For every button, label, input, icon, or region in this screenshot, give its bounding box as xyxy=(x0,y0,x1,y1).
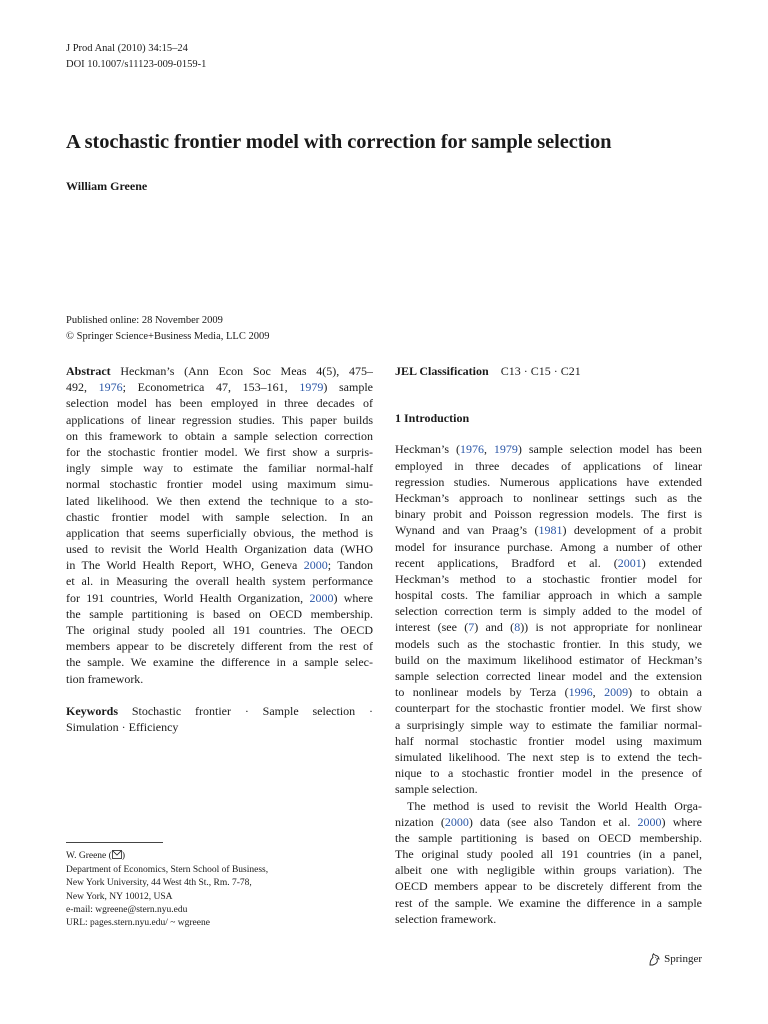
text-line xyxy=(66,460,373,476)
publication-info xyxy=(66,313,269,345)
footnote-department: Department of Economics, Stern School of Business, xyxy=(66,865,269,876)
footnote-address-2: New York, NY 10012, USA xyxy=(66,891,173,902)
text-run: for 191 countries, World Health Organization, xyxy=(66,590,310,605)
text-run: selection model has been employed in three decades of xyxy=(66,396,373,411)
text-run: application that seems superficially obvious, the method is xyxy=(66,525,373,540)
text-run: in The World Health Report, WHO, Geneva xyxy=(66,558,304,573)
text-run: a surprisingly simple way to estimate the familiar normal- xyxy=(395,717,702,732)
text-line xyxy=(395,878,702,894)
text-run: recent applications, Bradford et al. ( xyxy=(395,555,618,570)
text-line xyxy=(395,522,702,538)
text-run: regression studies. Numerous applications have extended xyxy=(395,474,702,489)
text-line xyxy=(395,587,702,603)
text-run: The original study pooled all 191 countries (in a panel, xyxy=(395,847,702,862)
text-line xyxy=(395,490,702,506)
citation-link[interactable]: 2000 xyxy=(444,814,469,829)
text-run: normal stochastic frontier model using maximum simu- xyxy=(66,477,373,492)
text-line xyxy=(66,573,373,589)
text-line xyxy=(395,846,702,862)
author-footnote xyxy=(66,850,268,930)
text-run: on this framework to obtain a sample selection correction xyxy=(66,428,373,443)
text-run: , xyxy=(592,685,605,700)
text-line xyxy=(66,606,373,622)
text-run: the sample partitioning is based on OECD membership. xyxy=(66,606,373,621)
jel-label: JEL Classification xyxy=(395,364,489,378)
springer-horse-icon xyxy=(647,952,661,966)
footnote-divider xyxy=(66,842,163,843)
published-online-date: Published online: 28 November 2009 xyxy=(66,315,223,326)
text-line xyxy=(66,654,373,670)
jel-codes: C13 · C15 · C21 xyxy=(500,364,581,378)
abstract xyxy=(66,363,373,687)
text-line xyxy=(66,428,373,444)
citation-link[interactable]: 1979 xyxy=(493,442,518,457)
text-line xyxy=(395,781,702,797)
text-line xyxy=(395,684,702,700)
introduction-paragraph-1 xyxy=(395,441,702,797)
text-line xyxy=(66,444,373,460)
text-run: tion framework. xyxy=(66,671,144,686)
citation-link[interactable]: 2001 xyxy=(617,555,642,570)
text-run: the sample partitioning is based on OECD membership. xyxy=(395,830,702,845)
text-run: ) sample selection model has been xyxy=(517,442,702,457)
text-run: half normal stochastic frontier model using maximum xyxy=(395,733,702,748)
text-line xyxy=(395,895,702,911)
text-line xyxy=(66,493,373,509)
jel-classification xyxy=(395,363,702,379)
author-name: William Greene xyxy=(66,179,148,193)
citation-link[interactable]: 8 xyxy=(514,620,521,635)
text-run: 492, xyxy=(66,380,99,395)
publisher-name: Springer xyxy=(664,953,702,965)
journal-citation: J Prod Anal (2010) 34:15–24 xyxy=(66,43,188,54)
text-run: sample selection. xyxy=(395,782,478,797)
text-run: )) is not appropriate for nonlinear xyxy=(520,620,702,635)
text-line xyxy=(395,441,702,457)
text-line xyxy=(66,622,373,638)
keywords-label: Keywords xyxy=(66,703,118,718)
citation-link[interactable]: 1976 xyxy=(98,380,123,395)
citation-link[interactable]: 1996 xyxy=(568,685,593,700)
text-run: applications of linear regression studies. This paper builds xyxy=(66,412,373,427)
text-run: selection framework. xyxy=(395,911,497,926)
text-line xyxy=(395,571,702,587)
footnote-address-1: New York University, 44 West 4th St., Rm. 7-78, xyxy=(66,878,252,889)
text-run: ) development of a probit xyxy=(562,523,702,538)
text-line xyxy=(395,619,702,635)
text-run: the sample. We examine the difference in a sample selec- xyxy=(66,655,373,670)
citation-link[interactable]: 2000 xyxy=(303,558,328,573)
citation-link[interactable]: 1976 xyxy=(459,442,484,457)
text-run: for the stochastic frontier model. We first show a surpris- xyxy=(66,444,373,459)
text-run: model for insurance purchase. Among a number of other xyxy=(395,539,702,554)
text-line xyxy=(395,668,702,684)
text-line xyxy=(66,557,373,573)
text-run: ) where xyxy=(661,814,702,829)
text-line xyxy=(66,509,373,525)
paper-title: A stochastic frontier model with correction for sample selection xyxy=(66,131,612,153)
keywords-line-1: Stochastic frontier · Sample selection · xyxy=(118,703,373,718)
citation-link[interactable]: 7 xyxy=(468,620,475,635)
text-line xyxy=(395,506,702,522)
publisher-logo xyxy=(647,952,702,966)
footnote-url[interactable]: URL: pages.stern.nyu.edu/ ~ wgreene xyxy=(66,918,210,929)
text-run: ; Econometrica 47, 153–161, xyxy=(122,380,300,395)
text-line xyxy=(395,555,702,571)
text-line xyxy=(395,814,702,830)
text-line xyxy=(395,765,702,781)
text-line xyxy=(395,911,702,927)
text-line xyxy=(395,798,702,814)
text-line xyxy=(66,541,373,557)
footnote-author-line: W. Greene ( ) xyxy=(66,850,268,864)
copyright-notice: © Springer Science+Business Media, LLC 2009 xyxy=(66,331,270,342)
footnote-email[interactable]: e-mail: wgreene@stern.nyu.edu xyxy=(66,904,188,915)
text-line xyxy=(66,476,373,492)
citation-link[interactable]: 1979 xyxy=(299,380,324,395)
section-heading-introduction: 1 Introduction xyxy=(395,411,470,426)
text-run: lated likelihood. We then extend the technique to a sto- xyxy=(66,493,373,508)
text-line xyxy=(395,733,702,749)
text-run: hospital costs. The familiar approach in which a sample xyxy=(395,588,702,603)
text-run: ) and ( xyxy=(474,620,515,635)
text-run: The method is used to revisit the World Health Orga- xyxy=(407,798,702,813)
text-line xyxy=(395,474,702,490)
journal-header xyxy=(66,41,206,73)
envelope-icon xyxy=(112,850,122,864)
text-run: ) data (see also Tandon et al. xyxy=(468,814,638,829)
text-run: binary probit and Poisson regression models. The first is xyxy=(395,507,702,522)
text-line xyxy=(66,590,373,606)
text-line xyxy=(66,671,373,687)
text-run: used to revisit the World Health Organization data (WHO xyxy=(66,542,373,557)
text-line xyxy=(395,862,702,878)
text-run: nization ( xyxy=(395,814,445,829)
abstract-label: Abstract xyxy=(66,364,111,378)
text-run: albeit one with negligible within groups variation). The xyxy=(395,863,702,878)
text-line xyxy=(395,458,702,474)
text-run: nique to a stochastic frontier model in the presence of xyxy=(395,766,702,781)
text-run: to nonlinear models by Terza ( xyxy=(395,685,569,700)
text-run: selection correction term is simply added to the model of xyxy=(395,604,702,619)
citation-link[interactable]: 1981 xyxy=(538,523,563,538)
text-run: models such as the stochastic frontier. In this study, we xyxy=(395,636,702,651)
right-column xyxy=(395,363,702,927)
text-line xyxy=(395,603,702,619)
text-line xyxy=(395,717,702,733)
text-run: OECD members appear to be discretely different from the xyxy=(395,879,702,894)
text-run: ) where xyxy=(333,590,373,605)
text-run: , xyxy=(483,442,494,457)
text-line xyxy=(395,539,702,555)
text-run: Heckman’s method to a stochastic frontier model for xyxy=(395,571,702,586)
text-run: employed in three decades of applications of linear xyxy=(395,458,702,473)
text-line xyxy=(395,830,702,846)
text-run: ingly simple way to estimate the familiar normal-half xyxy=(66,461,373,476)
text-run: ) to obtain a xyxy=(628,685,702,700)
text-run: simulated likelihood. The next step is to extend the tech- xyxy=(395,749,702,764)
text-line xyxy=(66,412,373,428)
text-line xyxy=(66,638,373,654)
text-line xyxy=(395,636,702,652)
text-line xyxy=(395,700,702,716)
text-run: Heckman’s approach to nonlinear settings such as the xyxy=(395,490,702,505)
citation-link[interactable]: 2009 xyxy=(604,685,629,700)
keywords xyxy=(66,703,373,735)
left-column xyxy=(66,363,373,735)
text-line xyxy=(66,525,373,541)
citation-link[interactable]: 2000 xyxy=(309,590,334,605)
text-line xyxy=(395,652,702,668)
text-run: members appear to be discretely different from the rest of xyxy=(66,639,373,654)
text-line xyxy=(66,379,373,395)
text-run: counterpart for the stochastic frontier model. We first show xyxy=(395,701,702,716)
citation-link[interactable]: 2000 xyxy=(637,814,662,829)
text-line xyxy=(66,363,373,379)
journal-doi: DOI 10.1007/s11123-009-0159-1 xyxy=(66,59,207,70)
text-run: et al. in Measuring the overall health system performance xyxy=(66,574,373,589)
text-run: interest (see ( xyxy=(395,620,469,635)
text-line xyxy=(66,395,373,411)
text-run: ) extended xyxy=(641,555,702,570)
keywords-line-2: Simulation · Efficiency xyxy=(66,719,179,734)
text-run: Heckman’s ( xyxy=(395,442,460,457)
text-run: Wynand and van Praag’s ( xyxy=(395,523,539,538)
text-line xyxy=(395,749,702,765)
text-run: ; Tandon xyxy=(327,558,373,573)
text-run: rest of the sample. We examine the difference in a sample xyxy=(395,895,702,910)
text-run: The original study pooled all 191 countries. The OECD xyxy=(66,623,373,637)
text-run: chastic frontier model with sample selection. In an xyxy=(66,509,373,524)
text-run: build on the maximum likelihood estimator of Heckman’s xyxy=(395,652,702,667)
text-run: ) sample xyxy=(323,380,373,395)
introduction-paragraph-2 xyxy=(395,798,702,928)
text-run: sample selection corrected linear model and the extension xyxy=(395,669,702,683)
text-run: Heckman’s (Ann Econ Soc Meas 4(5), 475– xyxy=(110,364,373,378)
